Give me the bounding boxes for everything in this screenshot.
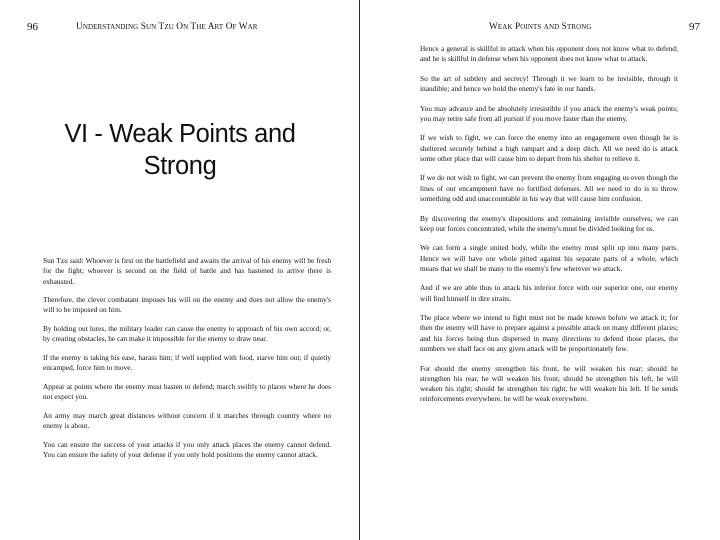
page-number: 96 bbox=[27, 21, 38, 33]
paragraph: You can ensure the success of your attacks if you only attack places the enemy cannot defend. You can ensure the safety of your defense if you only hold positions the enemy cannot attack. bbox=[43, 439, 331, 459]
paragraph: Hence a general is skillful in attack when his opponent does not know what to defend; and he is skillful in defense when his opponent does not know what to attack. bbox=[420, 44, 678, 64]
paragraph: And if we are able thus to attack his inferior force with our superior one, our enemy will find himself in dire straits. bbox=[420, 283, 678, 303]
paragraph: By discovering the enemy's dispositions and remaining invisible ourselves, we can keep our forces concentrated, while the enemy's must be divided looking for us. bbox=[420, 213, 678, 233]
paragraph: The place where we intend to fight must not be made known before we attack it; for then the enemy will have to prepare against a possible attack on many different places; and his forces being thus dispersed in many directions to defend those places, the numbers we shall face on any given attack will be proportionately few. bbox=[420, 313, 678, 354]
paragraph: So the art of subtlety and secrecy! Through it we learn to be invisible, through it inaudible; and hence we hold the enemy's fate in our hands. bbox=[420, 73, 678, 94]
paragraph: For should the enemy strengthen his front, he will weaken his rear; should he strengthen his rear, he will weaken his front; should he strengthen his left, he will weaken his right; should he strengthen his right, he will weaken his left. If he sends reinforcements everywhere, he will be weak everywhere. bbox=[420, 363, 678, 404]
paragraph: If we do not wish to fight, we can prevent the enemy from engaging us even though the lines of our encampment have no fortified defenses. All we need to do is to throw something odd and unaccountable in his way that will cause him confusion. bbox=[420, 173, 678, 204]
right-page bbox=[360, 0, 720, 540]
paragraph: Appear at points where the enemy must hasten to defend; march swiftly to places where he does not expect you. bbox=[43, 381, 331, 402]
left-page bbox=[0, 0, 359, 540]
paragraph: Therefore, the clever combatant imposes his will on the enemy and does not allow the enemy's will to be imposed on him. bbox=[43, 295, 331, 315]
paragraph: We can form a single united body, while the enemy must split up into many parts. Hence we will have our whole pitted against his separate parts of a whole, which means that we shall be many to the enemy's few wherever we attack. bbox=[420, 243, 678, 273]
paragraph: If the enemy is taking his ease, harass him; if well supplied with food, starve him out; if quietly encamped, force him to move. bbox=[43, 352, 331, 373]
paragraph: By holding out lures, the military leader can cause the enemy to approach of his own accord; or, by creating obstacles, he can make it impossible for the enemy to draw near. bbox=[43, 324, 331, 344]
running-head: Weak Points and Strong bbox=[489, 22, 592, 32]
chapter-title: VI - Weak Points and Strong bbox=[64, 120, 296, 180]
paragraph: An army may march great distances without concern if it marches through country where no enemy is about. bbox=[43, 410, 331, 431]
paragraph: Sun Tzu said: Whoever is first on the battlefield and awaits the arrival of his enemy will be fresh for the fight; whoever is second on the field of battle and has hastened to arrive there is exhausted. bbox=[43, 256, 331, 286]
body-text bbox=[420, 44, 678, 414]
page-number: 97 bbox=[689, 21, 700, 33]
paragraph: You may advance and be absolutely irresistible if you attack the enemy's weak points; you may retire safe from all pursuit if you move faster than the enemy. bbox=[420, 103, 678, 123]
running-head: Understanding Sun Tzu On The Art Of War bbox=[76, 22, 258, 32]
body-text bbox=[43, 256, 331, 469]
paragraph: If we wish to fight, we can force the enemy into an engagement even though he is sheltered securely behind a high rampart and a deep ditch. All we need do is attack some other place that will cause him to depart from his shelter to relieve it. bbox=[420, 133, 678, 163]
